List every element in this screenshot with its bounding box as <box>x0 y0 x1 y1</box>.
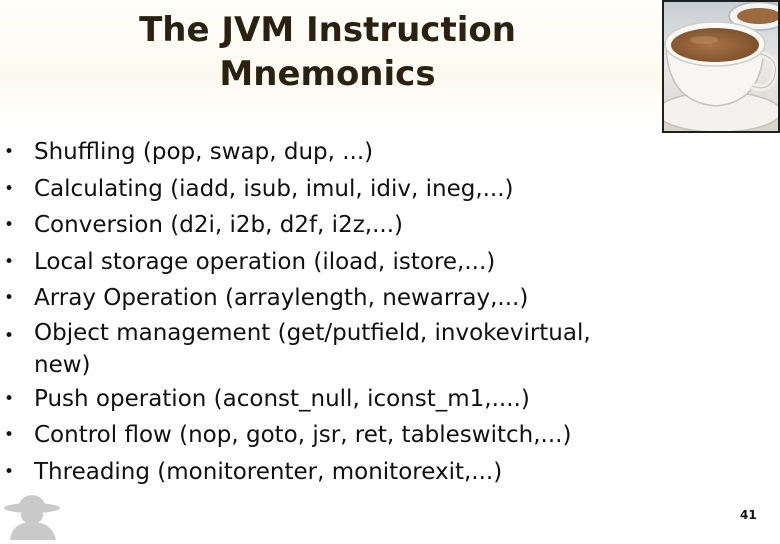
list-item <box>0 244 700 281</box>
bullet-marker: • <box>4 215 15 235</box>
detective-silhouette-logo <box>0 490 66 540</box>
list-item <box>0 454 700 491</box>
bullet-marker: • <box>4 178 15 199</box>
title-line-1: The JVM Instruction <box>139 10 516 50</box>
title-line-2: Mnemonics <box>219 54 436 94</box>
list-item <box>0 317 634 381</box>
list-item <box>0 207 700 244</box>
bullet-text: Object management (get/putfield, invokevirtual, new) <box>34 319 591 378</box>
bullet-marker: • <box>4 288 15 308</box>
page-number: 41 <box>740 508 757 522</box>
bullet-marker: • <box>4 325 15 346</box>
bullet-text: Threading (monitorenter, monitorexit,...) <box>34 458 503 485</box>
bullet-marker: • <box>4 425 15 445</box>
bullet-marker: • <box>4 461 15 482</box>
bullet-marker: • <box>4 251 15 272</box>
list-item <box>0 280 700 317</box>
list-item <box>0 381 700 418</box>
bullet-text: Conversion (d2i, i2b, d2f, i2z,...) <box>34 212 403 238</box>
list-item <box>0 134 700 171</box>
bullet-text: Shuffling (pop, swap, dup, ...) <box>34 139 374 165</box>
bullet-text: Array Operation (arraylength, newarray,...) <box>34 285 529 311</box>
bullet-text: Control flow (nop, goto, jsr, ret, tableswitch,...) <box>34 422 572 448</box>
list-item <box>0 171 700 208</box>
bullet-marker: • <box>4 388 15 409</box>
bullet-text: Calculating (iadd, isub, imul, idiv, ineg,...) <box>34 175 514 202</box>
bullet-text: Local storage operation (iload, istore,...) <box>34 248 496 275</box>
bullet-marker: • <box>4 142 15 162</box>
bullet-text: Push operation (aconst_null, iconst_m1,....) <box>34 385 530 412</box>
coffee-cup-photo <box>662 0 780 133</box>
list-item <box>0 417 700 454</box>
bullet-list <box>0 134 700 490</box>
slide-title <box>55 8 600 96</box>
